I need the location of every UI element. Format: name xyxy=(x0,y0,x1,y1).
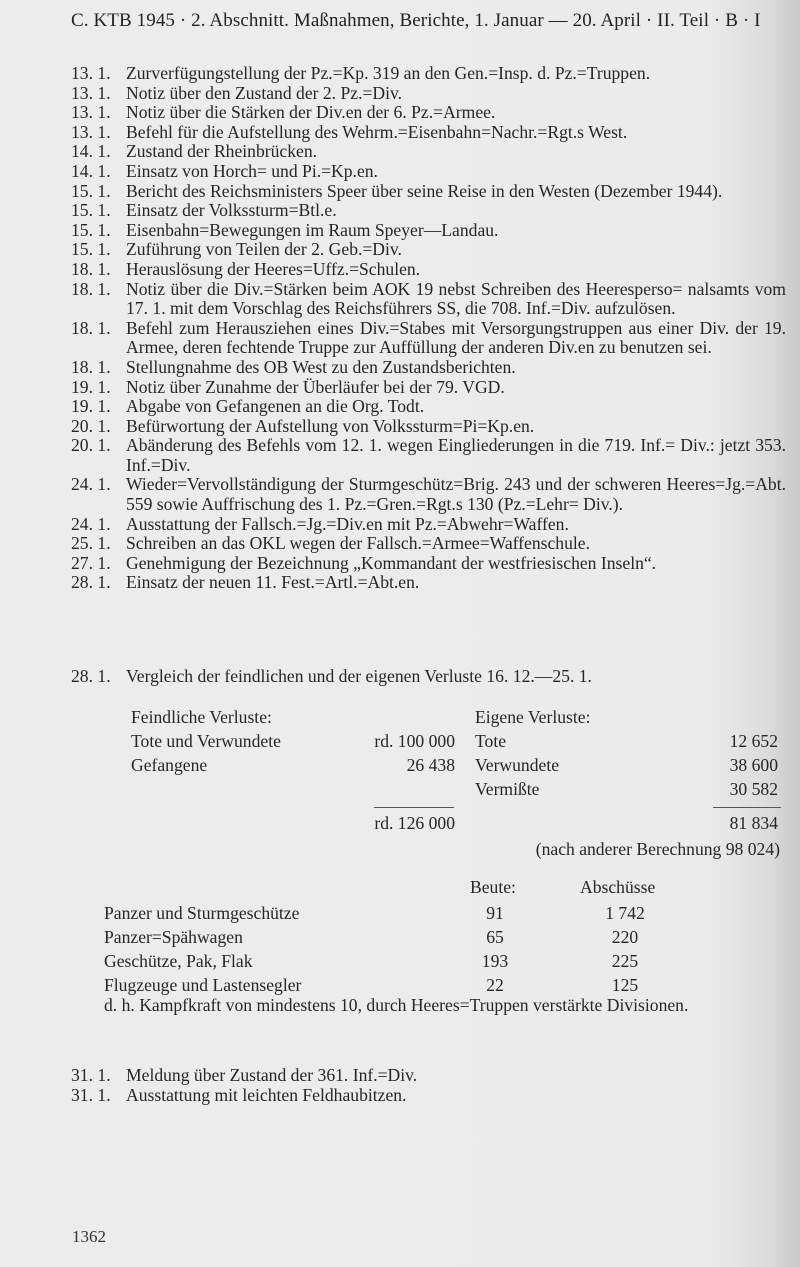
entry-date: 28. 1. xyxy=(71,666,111,686)
own-row-value: 38 600 xyxy=(729,755,778,775)
list-item xyxy=(71,397,786,417)
list-item xyxy=(71,142,786,162)
entry-date: 13. 1. xyxy=(71,63,111,83)
list-item xyxy=(71,280,786,319)
entry-date: 19. 1. xyxy=(71,376,111,397)
entry-date: 13. 1. xyxy=(71,102,111,123)
entry-text: Stellungnahme des OB West zu den Zustandsberichten. xyxy=(126,356,516,377)
list-item xyxy=(71,1086,786,1106)
entry-date: 20. 1. xyxy=(71,435,111,456)
enemy-row-label: Gefangene xyxy=(131,755,208,775)
entry-date: 13. 1. xyxy=(71,121,111,142)
enemy-row-value: rd. 100 000 xyxy=(374,731,455,751)
entry-text: Genehmigung der Bezeichnung „Kommandant der westfriesischen Inseln“. xyxy=(126,552,657,573)
list-item xyxy=(71,1066,786,1086)
entry-text: Befehl zum Herausziehen eines Div.=Stabes mit Versorgungstruppen aus einer Div. der 19. Armee, deren fechtende Truppe zur Auffüllung der anderen Div.en zu benutzen sei. xyxy=(126,317,786,358)
entry-date: 18. 1. xyxy=(71,317,111,338)
entry-date: 13. 1. xyxy=(71,82,111,103)
list-item xyxy=(71,319,786,358)
entry-text: Herauslösung der Heeres=Uffz.=Schulen. xyxy=(126,258,421,279)
booty-conclusion: d. h. Kampfkraft von mindestens 10, durch Heeres=Truppen verstärkte Divisionen. xyxy=(104,995,689,1015)
entry-date: 18. 1. xyxy=(71,258,111,279)
entry-date: 27. 1. xyxy=(71,552,111,573)
entry-text: Abänderung des Befehls vom 12. 1. wegen Eingliederungen in die 719. Inf.= Div.: jetzt 353. Inf.=Div. xyxy=(126,435,786,475)
enemy-total: rd. 126 000 xyxy=(374,813,455,833)
entry-date: 18. 1. xyxy=(71,278,111,299)
entry-text: Bericht des Reichsministers Speer über seine Reise in den Westen (Dezember 1944). xyxy=(126,180,723,201)
own-total: 81 834 xyxy=(729,813,778,833)
booty-row-beute: 22 xyxy=(486,975,504,995)
list-item xyxy=(71,201,786,221)
entry-date: 15. 1. xyxy=(71,239,111,260)
sum-rule xyxy=(713,807,781,808)
entry-date: 31. 1. xyxy=(71,1084,111,1105)
list-item xyxy=(71,515,786,535)
own-row-label: Vermißte xyxy=(475,779,540,799)
own-losses-heading: Eigene Verluste: xyxy=(475,707,591,727)
entry-text: Einsatz der neuen 11. Fest.=Artl.=Abt.en. xyxy=(126,572,420,593)
entry-text: Einsatz von Horch= und Pi.=Kp.en. xyxy=(126,160,378,181)
booty-row-label: Panzer=Spähwagen xyxy=(104,927,243,947)
list-item xyxy=(71,84,786,104)
entry-text: Befehl für die Aufstellung des Wehrm.=Eisenbahn=Nachr.=Rgt.s West. xyxy=(126,121,628,142)
entry-date: 14. 1. xyxy=(71,160,111,181)
entry-text: Zustand der Rheinbrücken. xyxy=(126,141,318,162)
enemy-row-label: Tote und Verwundete xyxy=(131,731,281,751)
entry-text: Eisenbahn=Bewegungen im Raum Speyer—Landau. xyxy=(126,219,499,240)
booty-row-beute: 65 xyxy=(486,927,504,947)
booty-row-abschuesse: 220 xyxy=(611,927,639,947)
entry-list-bottom xyxy=(71,1066,786,1105)
list-item xyxy=(71,436,786,475)
own-row-label: Verwundete xyxy=(475,755,560,775)
own-row-label: Tote xyxy=(475,731,507,751)
booty-row-abschuesse: 225 xyxy=(611,951,639,971)
entry-date: 25. 1. xyxy=(71,533,111,554)
enemy-row-value: 26 438 xyxy=(406,755,455,775)
list-item xyxy=(71,123,786,143)
list-item xyxy=(71,240,786,260)
booty-row-abschuesse: 1 742 xyxy=(605,903,645,923)
entry-date: 24. 1. xyxy=(71,474,111,495)
entry-text: Einsatz der Volkssturm=Btl.e. xyxy=(126,200,337,221)
booty-row-abschuesse: 125 xyxy=(611,975,639,995)
list-item xyxy=(71,260,786,280)
entry-text: Wieder=Vervollständigung der Sturmgeschütz=Brig. 243 und der schweren Heeres=Jg.=Abt. 559 sowie Auffrischung des 1. Pz.=Gren.=Rgt.s 130 (Pz.=Lehr= Div.). xyxy=(126,474,786,515)
list-item xyxy=(71,221,786,241)
list-item xyxy=(71,573,786,593)
entry-text: Vergleich der feindlichen und der eigenen Verluste 16. 12.—25. 1. xyxy=(126,666,592,686)
entry-text: Ausstattung mit leichten Feldhaubitzen. xyxy=(126,1084,407,1105)
page-number: 1362 xyxy=(72,1227,106,1246)
entry-date: 24. 1. xyxy=(71,513,111,534)
entry-date: 28. 1. xyxy=(71,572,111,593)
enemy-losses-heading: Feindliche Verluste: xyxy=(131,707,272,727)
list-item xyxy=(71,103,786,123)
list-item xyxy=(71,667,786,687)
entry-text: Ausstattung der Fallsch.=Jg.=Div.en mit Pz.=Abwehr=Waffen. xyxy=(126,513,569,534)
entry-date: 15. 1. xyxy=(71,180,111,201)
entry-text: Abgabe von Gefangenen an die Org. Todt. xyxy=(126,396,425,417)
list-item xyxy=(71,417,786,437)
list-item xyxy=(71,64,786,84)
list-item xyxy=(71,554,786,574)
running-header: C. KTB 1945 · 2. Abschnitt. Maßnahmen, Berichte, 1. Januar — 20. April · II. Teil · B · I xyxy=(71,10,761,31)
booty-row-label: Geschütze, Pak, Flak xyxy=(104,951,253,971)
list-item xyxy=(71,182,786,202)
entry-date: 15. 1. xyxy=(71,219,111,240)
entry-text: Schreiben an das OKL wegen der Fallsch.=Armee=Waffenschule. xyxy=(126,533,590,554)
own-alt-note: (nach anderer Berechnung 98 024) xyxy=(535,839,780,859)
col-abschuesse: Abschüsse xyxy=(580,877,656,897)
entry-date: 15. 1. xyxy=(71,200,111,221)
list-item xyxy=(71,534,786,554)
booty-row-label: Flugzeuge und Lastensegler xyxy=(104,975,302,995)
col-beute: Beute: xyxy=(470,877,516,897)
entry-text: Zuführung von Teilen der 2. Geb.=Div. xyxy=(126,239,402,260)
sum-rule xyxy=(374,807,454,808)
booty-row-beute: 193 xyxy=(481,951,509,971)
list-item xyxy=(71,358,786,378)
list-item xyxy=(71,378,786,398)
list-item xyxy=(71,162,786,182)
list-item xyxy=(71,475,786,514)
entry-text: Notiz über Zunahme der Überläufer bei der 79. VGD. xyxy=(126,376,505,397)
booty-row-beute: 91 xyxy=(486,903,504,923)
entry-date: 19. 1. xyxy=(71,396,111,417)
booty-row-label: Panzer und Sturmgeschütze xyxy=(104,903,300,923)
entry-text: Meldung über Zustand der 361. Inf.=Div. xyxy=(126,1065,418,1085)
comparison-entry xyxy=(71,667,786,687)
own-row-value: 12 652 xyxy=(729,731,778,751)
entry-text: Befürwortung der Aufstellung von Volkssturm=Pi=Kp.en. xyxy=(126,415,535,436)
entry-text: Notiz über die Div.=Stärken beim AOK 19 nebst Schreiben des Heeresperso= nalsamts vom 17. 1. mit dem Vorschlag des Reichsführers SS, die 708. Inf.=Div. aufzulösen. xyxy=(126,278,786,319)
entry-text: Notiz über den Zustand der 2. Pz.=Div. xyxy=(126,82,403,103)
entry-text: Notiz über die Stärken der Div.en der 6. Pz.=Armee. xyxy=(126,102,496,123)
own-row-value: 30 582 xyxy=(729,779,778,799)
entry-date: 20. 1. xyxy=(71,415,111,436)
entry-date: 14. 1. xyxy=(71,141,111,162)
entry-text: Zurverfügungstellung der Pz.=Kp. 319 an den Gen.=Insp. d. Pz.=Truppen. xyxy=(126,63,651,83)
entry-date: 31. 1. xyxy=(71,1065,111,1085)
entry-list-top xyxy=(71,64,786,593)
entry-date: 18. 1. xyxy=(71,356,111,377)
